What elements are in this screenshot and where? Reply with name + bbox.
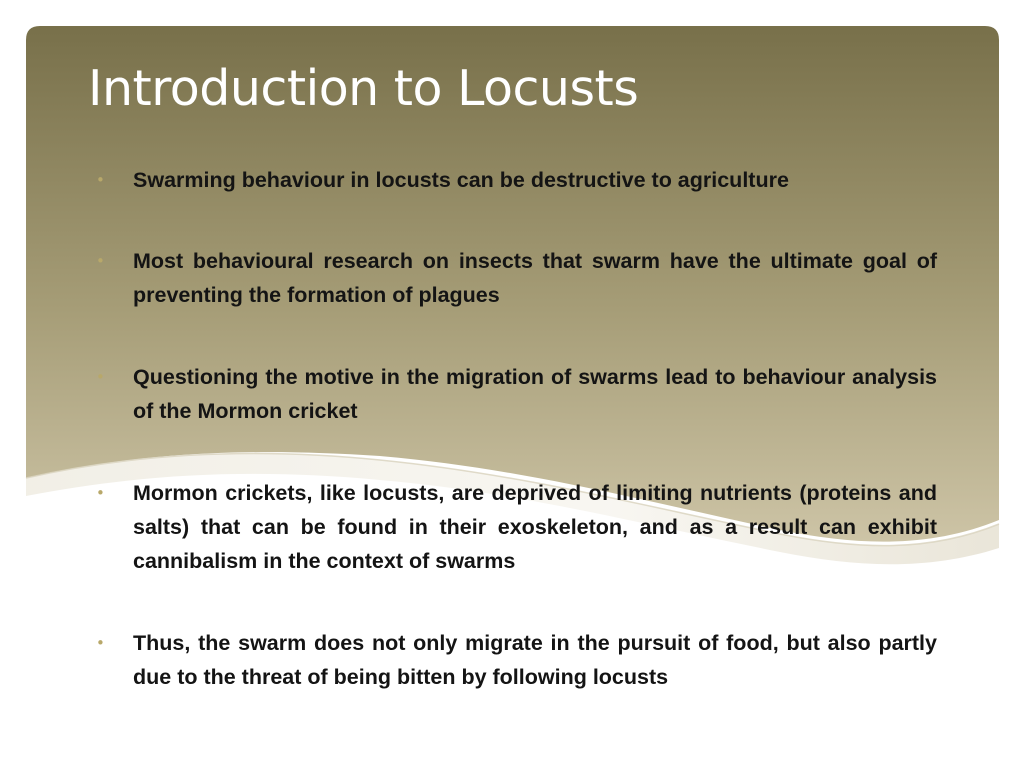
bullet-text: Most behavioural research on insects that swarm have the ultimate goal of preventing the formation of plagues xyxy=(133,249,937,307)
bullet-item xyxy=(96,163,937,197)
bullet-marker: • xyxy=(96,634,105,652)
bullet-item xyxy=(96,626,937,694)
bullet-text: Questioning the motive in the migration of swarms lead to behaviour analysis of the Mormon cricket xyxy=(133,365,937,423)
bullet-text: Mormon crickets, like locusts, are deprived of limiting nutrients (proteins and salts) that can be found in their exoskeleton, and as a result can exhibit cannibalism in the context of swarms xyxy=(133,481,937,573)
bullet-text: Swarming behaviour in locusts can be destructive to agriculture xyxy=(133,168,789,192)
bullet-marker: • xyxy=(96,368,105,386)
slide-title: Introduction to Locusts xyxy=(88,60,639,117)
bullet-item xyxy=(96,360,937,428)
bullet-text: Thus, the swarm does not only migrate in the pursuit of food, but also partly due to the threat of being bitten by following locusts xyxy=(133,631,937,689)
bullet-item xyxy=(96,476,937,578)
bullet-marker: • xyxy=(96,252,105,270)
bullet-marker: • xyxy=(96,171,105,189)
bullet-item xyxy=(96,244,937,312)
bullet-marker: • xyxy=(96,484,105,502)
